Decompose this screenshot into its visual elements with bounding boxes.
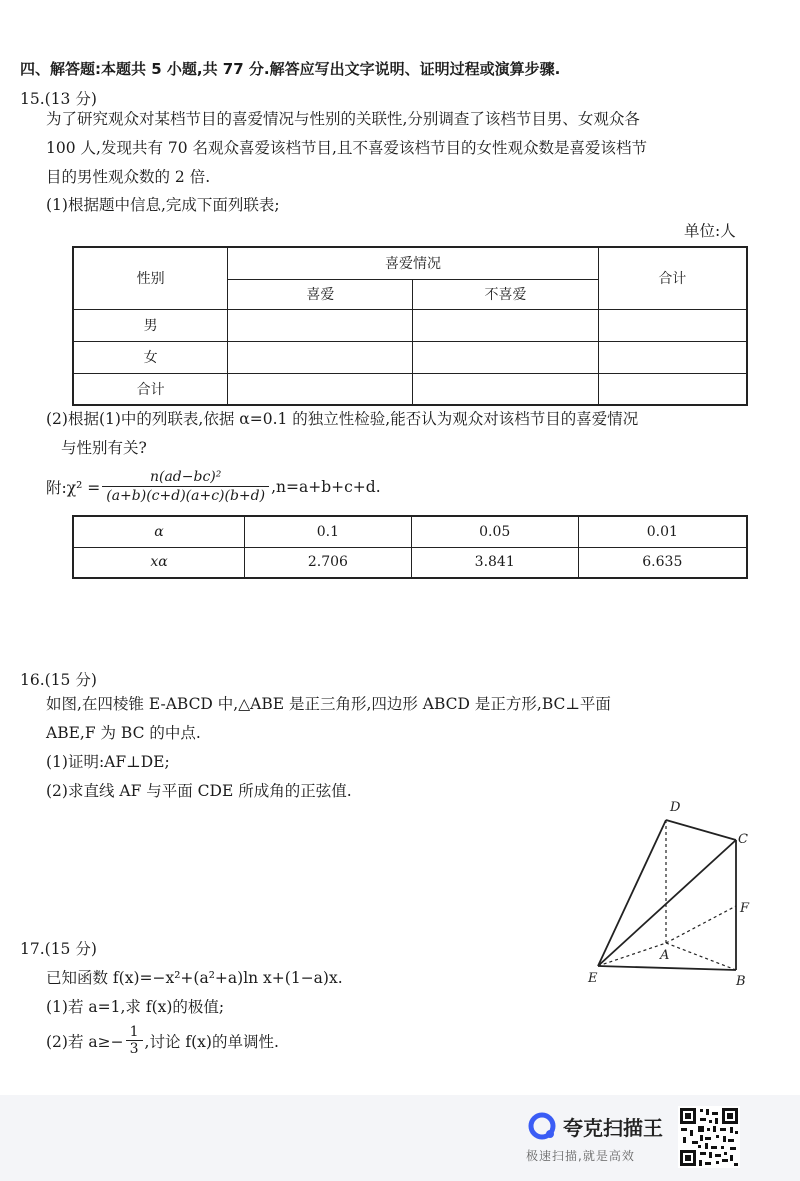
row-label-total: 合计 (73, 373, 228, 405)
cell-male-total[interactable] (598, 309, 747, 341)
q15-part1: (1)根据题中信息,完成下面列联表; (46, 196, 280, 214)
header-like: 喜爱 (228, 279, 413, 309)
row-label-male: 男 (73, 309, 228, 341)
q15-number: 15.(13 分) (20, 90, 97, 108)
brand-slogan: 极速扫描,就是高效 (526, 1149, 635, 1163)
formula-fraction (102, 468, 269, 505)
q17-function: 已知函数 f(x)=−x²+(a²+a)ln x+(1−a)x. (46, 969, 343, 987)
cell-male-dislike[interactable] (413, 309, 598, 341)
cell-female-dislike[interactable] (413, 341, 598, 373)
q17-fraction (126, 1024, 143, 1057)
cell-total-dislike[interactable] (413, 373, 598, 405)
q15-unit: 单位:人 (684, 222, 736, 240)
header-dislike: 不喜爱 (413, 279, 598, 309)
q15-intro-line-1: 为了研究观众对某档节目的喜爱情况与性别的关联性,分别调查了该档节目男、女观众各 (46, 110, 640, 128)
q17-part1: (1)若 a=1,求 f(x)的极值; (46, 998, 225, 1016)
alpha-value-2: 0.05 (411, 516, 578, 547)
x-value-3: 6.635 (578, 547, 747, 578)
edge-AF (666, 906, 736, 943)
q15-part2-line-1: (2)根据(1)中的列联表,依据 α=0.1 的独立性检验,能否认为观众对该档节目的喜爱情况 (46, 410, 639, 428)
formula-denominator: (a+b)(c+d)(a+c)(b+d) (106, 488, 266, 504)
q15-part2-line-2: 与性别有关? (61, 439, 147, 457)
alpha-table (72, 515, 748, 579)
q15-intro (46, 105, 647, 192)
x-value-1: 2.706 (245, 547, 412, 578)
header-gender: 性别 (73, 247, 228, 309)
q17-frac-num: 1 (126, 1024, 143, 1041)
cell-total-total[interactable] (598, 373, 747, 405)
edge-EA (598, 943, 666, 966)
q17-part2-suffix: ,讨论 f(x)的单调性. (144, 1032, 279, 1051)
cell-female-total[interactable] (598, 341, 747, 373)
cell-female-like[interactable] (228, 341, 413, 373)
edge-EB (598, 966, 736, 970)
scanner-logo (527, 1111, 663, 1141)
formula-numerator: n(ad−bc)² (102, 468, 269, 487)
q16-body (46, 690, 611, 806)
label-C: C (738, 832, 748, 847)
q16-line-2: ABE,F 为 BC 的中点. (46, 724, 201, 742)
row-label-female: 女 (73, 341, 228, 373)
chi-square-formula (46, 468, 381, 505)
section-heading: 四、解答题:本题共 5 小题,共 77 分.解答应写出文字说明、证明过程或演算步骤. (20, 60, 561, 78)
edge-ED (598, 820, 666, 966)
qr-code-icon (678, 1106, 740, 1168)
q17-part2-prefix: (2)若 a≥− (46, 1032, 124, 1051)
pyramid-figure (580, 795, 760, 995)
q17-part2 (46, 1024, 279, 1057)
label-F: F (740, 901, 750, 916)
alpha-row-label: α (73, 516, 245, 547)
q16-line-4: (2)求直线 AF 与平面 CDE 所成角的正弦值. (46, 782, 352, 800)
q15-part2 (46, 405, 638, 463)
label-A: A (660, 948, 670, 963)
cell-male-like[interactable] (228, 309, 413, 341)
q16-number: 16.(15 分) (20, 671, 97, 689)
brand-name: 夸克扫描王 (563, 1115, 663, 1140)
label-E: E (588, 971, 598, 986)
edge-AB (666, 943, 736, 970)
x-alpha-row-label: xα (73, 547, 245, 578)
formula-prefix: 附:χ² = (46, 478, 101, 497)
contingency-table (72, 246, 748, 406)
alpha-value-1: 0.1 (245, 516, 412, 547)
alpha-value-3: 0.01 (578, 516, 747, 547)
header-total: 合计 (598, 247, 747, 309)
quark-logo-icon (527, 1111, 557, 1141)
q16-line-3: (1)证明:AF⊥DE; (46, 753, 170, 771)
q17-number: 17.(15 分) (20, 940, 97, 958)
q17-frac-den: 3 (129, 1041, 139, 1057)
header-preference: 喜爱情况 (228, 247, 598, 279)
label-D: D (670, 800, 681, 815)
q15-intro-line-2: 100 人,发现共有 70 名观众喜爱该档节目,且不喜爱该档节目的女性观众数是喜爱该档节 (46, 139, 647, 157)
formula-suffix: ,n=a+b+c+d. (271, 477, 381, 496)
label-B: B (736, 974, 746, 989)
cell-total-like[interactable] (228, 373, 413, 405)
x-value-2: 3.841 (411, 547, 578, 578)
q15-intro-line-3: 目的男性观众数的 2 倍. (46, 168, 211, 186)
q16-line-1: 如图,在四棱锥 E-ABCD 中,△ABE 是正三角形,四边形 ABCD 是正方形,BC⊥平面 (46, 695, 611, 713)
edge-DC (666, 820, 736, 840)
